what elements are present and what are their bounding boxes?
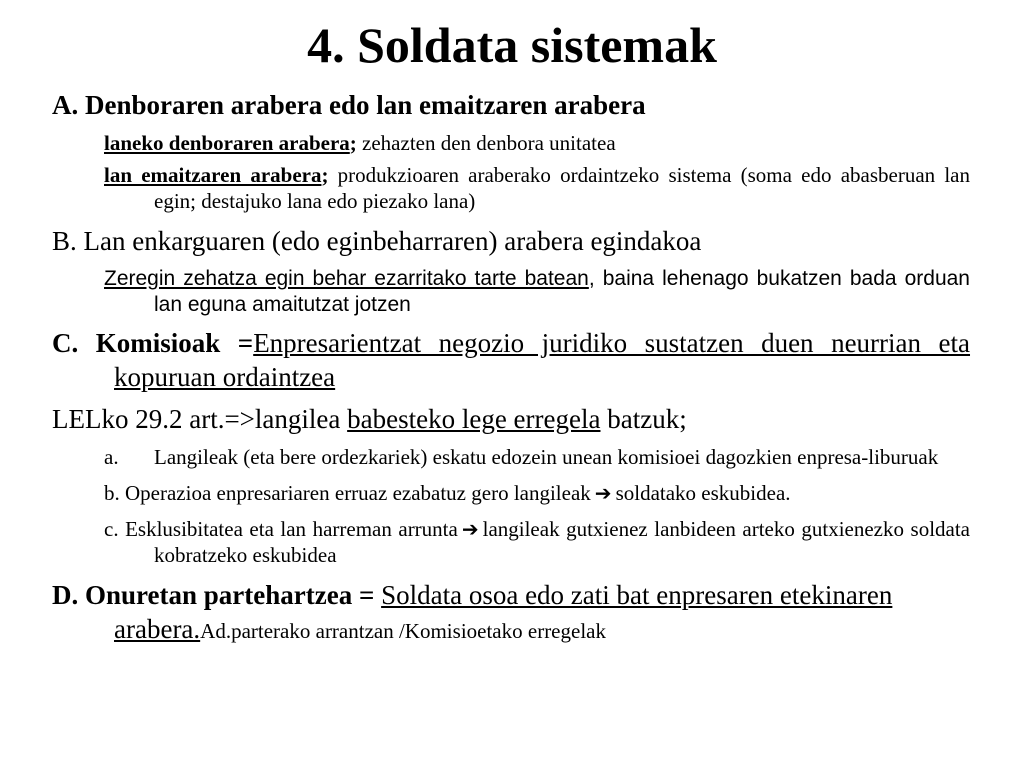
lelko-term: babesteko lege erregela xyxy=(347,404,601,434)
section-b-heading xyxy=(52,224,970,258)
right-arrow-icon: ➔ xyxy=(594,481,612,505)
list-item-c xyxy=(104,516,970,568)
section-a-item-2-sep: ; xyxy=(321,163,329,187)
section-c-definition: Enpresarientzat negozio juridiko sustatzen duen neurrian eta kopuruan ordaintzea xyxy=(114,328,971,392)
section-a-item-2-term: lan emaitzaren arabera xyxy=(104,163,322,187)
section-d-prefix: D. Onuretan partehartzea = xyxy=(52,580,382,610)
section-a-item-1-text: zehazten den denbora unitatea xyxy=(356,131,616,155)
lelko-line xyxy=(52,402,970,436)
list-item-a-text: Langileak (eta bere ordezkariek) eskatu edozein unean komisioei dagozkien enpresa-liburuak xyxy=(154,445,939,469)
section-d xyxy=(52,578,970,648)
slide-body xyxy=(52,88,970,656)
section-a-item-1 xyxy=(104,130,970,156)
list-item-b-text-2: soldatako eskubidea. xyxy=(615,481,791,505)
section-a-heading: A. Denboraren arabera edo lan emaitzaren arabera xyxy=(52,90,646,120)
list-item-c-text-1: c. Esklusibitatea eta lan harreman arrunta xyxy=(104,517,458,541)
section-d-term: Soldata osoa edo zati bat enpresaren etekinaren arabera. xyxy=(114,580,893,644)
section-b-heading-text: B. Lan enkarguaren (edo eginbeharraren) arabera egindakoa xyxy=(52,226,702,256)
section-a-item-1-term: laneko denboraren arabera xyxy=(104,131,350,155)
list-item-c-text-2: langileak gutxienez lanbideen arteko gutxienezko soldata kobratzeko eskubidea xyxy=(154,517,970,567)
list-item-b-text-1: b. Operazioa enpresariaren erruaz ezabatuz gero langileak xyxy=(104,481,591,505)
section-b-item xyxy=(104,266,970,318)
list-item-b xyxy=(104,480,970,506)
lelko-suffix: batzuk; xyxy=(600,404,687,434)
right-arrow-icon: ➔ xyxy=(461,517,479,541)
section-c-prefix: C. Komisioak = xyxy=(52,328,254,358)
section-b-item-text: , baina lehenago bukatzen bada orduan lan eguna amaitutzat jotzen xyxy=(154,267,970,316)
section-c xyxy=(52,326,970,394)
lelko-prefix: LELko 29.2 art.=>langilea xyxy=(52,404,348,434)
page-title: 4. Soldata sistemak xyxy=(307,17,717,73)
list-item-a-marker: a. xyxy=(104,445,119,469)
list-item-a xyxy=(104,444,970,470)
section-a-item-1-sep: ; xyxy=(349,131,357,155)
section-a-item-2 xyxy=(104,162,970,214)
section-d-note: Ad.parterako arrantzan /Komisioetako erregelak xyxy=(200,619,606,643)
section-a-item-2-text: produkzioaren araberako ordaintzeko sistema (soma edo abasberuan lan egin; destajuko lana edo piezako lana) xyxy=(154,163,970,213)
section-b-item-term: Zeregin zehatza egin behar ezarritako tarte batean xyxy=(104,267,589,290)
